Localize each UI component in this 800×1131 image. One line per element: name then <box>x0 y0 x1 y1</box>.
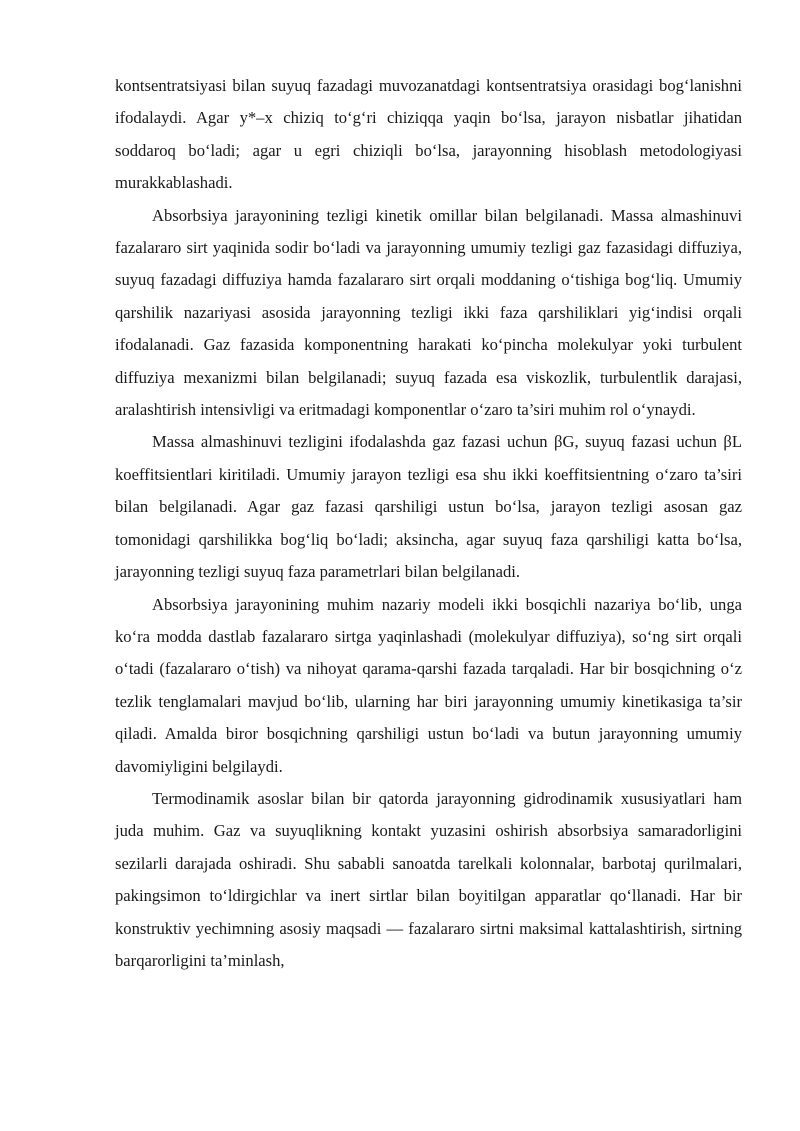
document-page <box>115 70 742 977</box>
paragraph-hydrodynamics: Termodinamik asoslar bilan bir qatorda jarayonning gidrodinamik xususiyatlari ham juda muhim. Gaz va suyuqlikning kontakt yuzasini oshirish absorbsiya samaradorligini sezilarli darajada oshiradi. Shu sababli sanoatda tarelkali kolonnalar, barbotaj qurilmalari, pakingsimon to‘ldirgichlar va inert sirtlar bilan boyitilgan apparatlar qo‘llanadi. Har bir konstruktiv yechimning asosiy maqsadi — fazalararo sirtni maksimal kattalashtirish, sirtning barqarorligini ta’minlash, <box>115 788 742 970</box>
paragraph-mass-transfer-coefficients: Massa almashinuvi tezligini ifodalashda gaz fazasi uchun βG, suyuq fazasi uchun βL koeffitsientlari kiritiladi. Umumiy jarayon tezligi esa shu ikki koeffitsientning o‘zaro ta’siri bilan belgilanadi. Agar gaz fazasi qarshiligi ustun bo‘lsa, jarayon tezligi asosan gaz tomonidagi qarshilikka bog‘liq bo‘ladi; aksincha, agar suyuq faza qarshiligi katta bo‘lsa, jarayonning tezligi suyuq faza parametrlari bilan belgilanadi. <box>115 432 742 582</box>
paragraph-two-stage-model: Absorbsiya jarayonining muhim nazariy modeli ikki bosqichli nazariya bo‘lib, unga ko‘ra modda dastlab fazalararo sirtga yaqinlashadi (molekulyar diffuziya), so‘ng sirt orqali o‘tadi (fazalararo o‘tish) va nihoyat qarama-qarshi fazada tarqaladi. Har bir bosqichning o‘z tezlik tenglamalari mavjud bo‘lib, ularning har biri jarayonning umumiy kinetikasiga ta’sir qiladi. Amalda biror bosqichning qarshiligi ustun bo‘ladi va butun jarayonning umumiy davomiyligini belgilaydi. <box>115 594 742 776</box>
paragraph-equilibrium-line: kontsentratsiyasi bilan suyuq fazadagi muvozanatdagi kontsentratsiya orasidagi bog‘lanishni ifodalaydi. Agar y*–x chiziq to‘g‘ri chiziqqa yaqin bo‘lsa, jarayon nisbatlar jihatidan soddaroq bo‘ladi; agar u egri chiziqli bo‘lsa, jarayonning hisoblash metodologiyasi murakkablashadi. <box>115 76 742 193</box>
paragraph-absorption-kinetics: Absorbsiya jarayonining tezligi kinetik omillar bilan belgilanadi. Massa almashinuvi fazalararo sirt yaqinida sodir bo‘ladi va jarayonning umumiy tezligi gaz fazasidagi diffuziya, suyuq fazadagi diffuziya hamda fazalararo sirt orqali moddaning o‘tishiga bog‘liq. Umumiy qarshilik nazariyasi asosida jarayonning tezligi ikki faza qarshiliklari yig‘indisi orqali ifodalanadi. Gaz fazasida komponentning harakati ko‘pincha molekulyar yoki turbulent diffuziya mexanizmi bilan belgilanadi; suyuq fazada esa viskozlik, turbulentlik darajasi, aralashtirish intensivligi va eritmadagi komponentlar o‘zaro ta’siri muhim rol o‘ynaydi. <box>115 205 742 420</box>
